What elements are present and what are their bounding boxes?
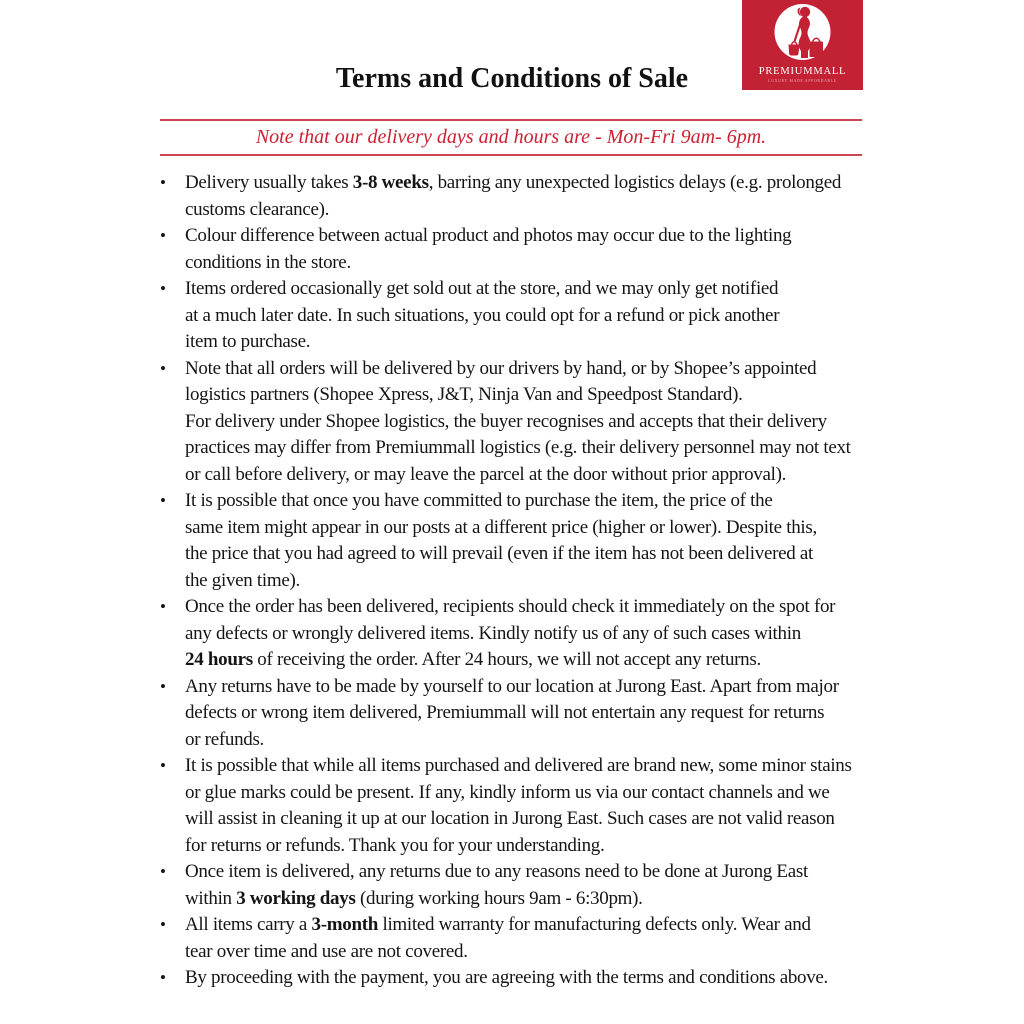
term-text: It is possible that while all items purchased and delivered are brand new, some minor stains or glue marks could be present. If any, kindly inform us via our contact channels and we will assist in cleaning it up at our location in Jurong East. Such cases are not valid reason for returns or refunds. Thank you for your understanding. [185, 755, 852, 856]
term-text: By proceeding with the payment, you are agreeing with the terms and conditions above. [185, 967, 829, 988]
terms-list [160, 170, 880, 992]
term-text: Items ordered occasionally get sold out at the store, and we may only get notified at a much later date. In such situations, you could opt for a refund or pick another item to purchase. [185, 278, 780, 352]
term-item [160, 488, 880, 594]
premiummall-logo [742, 0, 863, 90]
term-text: Once the order has been delivered, recipients should check it immediately on the spot for any defects or wrongly delivered items. Kindly notify us of any of such cases within 24 hours of receiving the order. After 24 hours, we will not accept any returns. [185, 596, 836, 670]
term-item [160, 276, 880, 356]
bullet-marker: • [160, 279, 166, 298]
term-item [160, 223, 880, 276]
bullet-marker: • [160, 597, 166, 616]
term-item [160, 594, 880, 674]
term-text: All items carry a 3-month limited warranty for manufacturing defects only. Wear and tear over time and use are not covered. [185, 914, 811, 962]
logo-wordmark: PREMIUMMALL [758, 66, 847, 77]
bullet-marker: • [160, 358, 166, 378]
bullet-marker: • [160, 676, 166, 696]
term-text: Once item is delivered, any returns due to any reasons need to be done at Jurong East within 3 working days (during working hours 9am - 6:30pm). [185, 861, 808, 909]
term-item [160, 753, 880, 859]
term-item [160, 912, 880, 965]
term-item [160, 965, 880, 992]
bullet-marker: • [160, 173, 166, 192]
bullet-marker: • [160, 968, 166, 987]
delivery-notice-text: Note that our delivery days and hours are - Mon-Fri 9am- 6pm. [255, 126, 767, 148]
bullet-marker: • [160, 756, 166, 775]
term-text: Note that all orders will be delivered by our drivers by hand, or by Shopee’s appointed logistics partners (Shopee Xpress, J&T, Ninja Van and Speedpost Standard). For delivery under Shopee logistics, the buyer recognises and accepts that their delivery practices may differ from Premiummall logistics (e.g. their delivery personnel may not text or call before delivery, or may leave the parcel at the door without prior approval). [185, 357, 851, 485]
term-item [160, 859, 880, 912]
logo-tagline: LUXURY MADE AFFORDABLE [768, 79, 837, 83]
bullet-marker: • [160, 862, 166, 881]
term-item [160, 356, 880, 489]
term-text: Any returns have to be made by yourself to our location at Jurong East. Apart from major defects or wrong item delivered, Premiummall will not entertain any request for returns or refunds. [185, 675, 839, 750]
bullet-marker: • [160, 915, 166, 934]
term-item [160, 674, 880, 754]
term-text: It is possible that once you have committed to purchase the item, the price of the same item might appear in our posts at a different price (higher or lower). Despite this, the price that you had agreed to will prevail (even if the item has not been delivered at the given time). [185, 490, 817, 591]
term-text: Delivery usually takes 3-8 weeks, barring any unexpected logistics delays (e.g. prolonged customs clearance). [185, 172, 842, 220]
bullet-marker: • [160, 226, 166, 245]
term-item [160, 170, 880, 223]
bullet-marker: • [160, 491, 166, 510]
term-text: Colour difference between actual product and photos may occur due to the lighting conditions in the store. [185, 225, 792, 273]
page-title: Terms and Conditions of Sale [335, 63, 689, 94]
delivery-notice-band [160, 119, 862, 156]
